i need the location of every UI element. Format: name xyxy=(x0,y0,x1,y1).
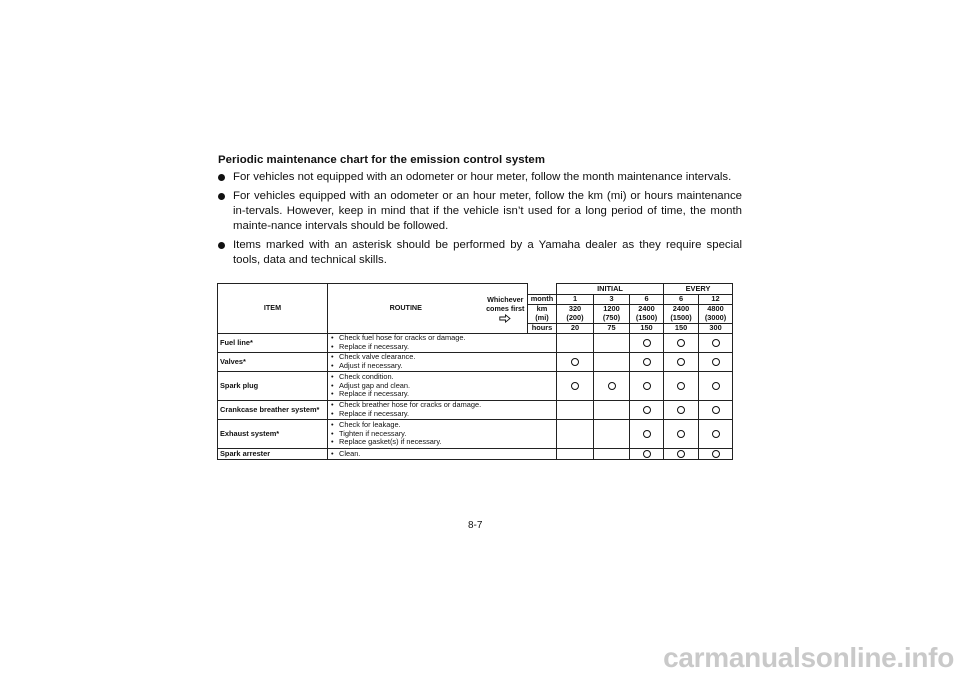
row-item: Crankcase breather system* xyxy=(218,401,328,420)
row-item: Fuel line* xyxy=(218,334,328,353)
month-value: 6 xyxy=(630,295,664,305)
interval-cell xyxy=(664,353,699,372)
routine-text: Adjust gap and clean. xyxy=(339,380,411,390)
routine-line xyxy=(331,390,556,399)
distance-value xyxy=(699,305,733,324)
row-routine xyxy=(328,420,557,449)
row-routine xyxy=(328,372,557,401)
month-value: 12 xyxy=(699,295,733,305)
header-whichever xyxy=(484,284,528,334)
interval-cell xyxy=(664,449,699,460)
hollow-circle-icon xyxy=(712,339,720,347)
mi-value: (200) xyxy=(566,313,584,322)
mi-value: (3000) xyxy=(704,313,727,322)
bullet-item xyxy=(218,189,742,234)
interval-cell xyxy=(630,353,664,372)
interval-cell xyxy=(664,420,699,449)
unit-km: km xyxy=(536,304,548,314)
interval-cell xyxy=(699,353,733,372)
hollow-circle-icon xyxy=(712,358,720,366)
hollow-circle-icon xyxy=(677,382,685,390)
bullet-icon: • xyxy=(331,372,334,382)
header-initial: INITIAL xyxy=(557,284,664,295)
routine-text: Tighten if necessary. xyxy=(339,428,407,438)
distance-value xyxy=(664,305,699,324)
routine-text: Check fuel hose for cracks or damage. xyxy=(339,333,466,343)
routine-text: Replace if necessary. xyxy=(339,342,410,351)
interval-cell xyxy=(630,449,664,460)
interval-cell xyxy=(664,334,699,353)
bullet-icon: • xyxy=(331,333,334,343)
hollow-circle-icon xyxy=(677,450,685,458)
page-title: Periodic maintenance chart for the emission control system xyxy=(218,154,545,166)
bullet-text: For vehicles equipped with an odometer or an hour meter, follow the km (mi) or hours maintenance in-tervals. However, keep in mind that if the vehicle isn’t used for a long period of time, the month mainte-nance intervals should be followed. xyxy=(233,190,742,232)
hours-value: 150 xyxy=(664,324,699,334)
bullet-icon: • xyxy=(331,448,334,458)
routine-text: Check valve clearance. xyxy=(339,352,416,362)
hours-value: 300 xyxy=(699,324,733,334)
bullet-icon: • xyxy=(331,437,334,447)
bullet-dot-icon xyxy=(218,193,225,200)
bullet-item xyxy=(218,170,742,185)
row-routine xyxy=(328,334,557,353)
maintenance-table xyxy=(217,283,733,460)
row-item: Valves* xyxy=(218,353,328,372)
table-row xyxy=(218,353,733,372)
distance-value xyxy=(630,305,664,324)
table-row xyxy=(218,401,733,420)
bullet-icon: • xyxy=(331,380,334,390)
hollow-circle-icon xyxy=(643,430,651,438)
hours-value: 20 xyxy=(557,324,594,334)
unit-mi: (mi) xyxy=(535,313,549,322)
hours-value: 75 xyxy=(594,324,630,334)
row-item: Spark arrester xyxy=(218,449,328,460)
bullet-item xyxy=(218,238,742,268)
hollow-circle-icon xyxy=(643,382,651,390)
hollow-circle-icon xyxy=(643,339,651,347)
routine-line xyxy=(331,450,556,459)
hollow-circle-icon xyxy=(643,450,651,458)
bullet-dot-icon xyxy=(218,242,225,249)
hollow-circle-icon xyxy=(677,406,685,414)
distance-value xyxy=(594,305,630,324)
interval-cell xyxy=(699,401,733,420)
bullet-icon: • xyxy=(331,342,334,351)
bullet-text: For vehicles not equipped with an odometer or hour meter, follow the month maintenance intervals. xyxy=(233,171,732,183)
interval-cell xyxy=(594,420,630,449)
bullet-list xyxy=(218,170,742,272)
interval-cell xyxy=(630,334,664,353)
header-every: EVERY xyxy=(664,284,733,295)
bullet-icon: • xyxy=(331,400,334,410)
mi-value: (1500) xyxy=(635,313,658,322)
bullet-icon: • xyxy=(331,409,334,418)
hollow-circle-icon xyxy=(677,358,685,366)
bullet-icon: • xyxy=(331,428,334,438)
bullet-icon: • xyxy=(331,352,334,362)
maintenance-table-body xyxy=(218,334,733,460)
interval-cell xyxy=(557,334,594,353)
interval-cell xyxy=(630,372,664,401)
km-value: 4800 xyxy=(707,304,724,314)
routine-line xyxy=(331,438,556,447)
watermark: carmanualsonline.info xyxy=(663,642,954,673)
hollow-circle-icon xyxy=(712,406,720,414)
interval-cell xyxy=(630,420,664,449)
routine-text: Check for leakage. xyxy=(339,420,401,430)
unit-km-mi xyxy=(528,305,557,324)
page-number: 8-7 xyxy=(468,520,483,531)
interval-cell xyxy=(557,449,594,460)
routine-text: Replace gasket(s) if necessary. xyxy=(339,437,442,447)
routine-line xyxy=(331,410,556,419)
interval-cell xyxy=(699,449,733,460)
row-routine xyxy=(328,353,557,372)
bullet-icon: • xyxy=(331,389,334,399)
whichever-line2: comes first xyxy=(486,303,525,313)
bullet-text: Items marked with an asterisk should be performed by a Yamaha dealer as they require special tools, data and technical skills. xyxy=(233,239,742,266)
routine-text: Replace if necessary. xyxy=(339,409,410,418)
mi-value: (1500) xyxy=(670,313,692,322)
hollow-circle-icon xyxy=(712,382,720,390)
table-row xyxy=(218,420,733,449)
hollow-circle-icon xyxy=(677,430,685,438)
header-item: ITEM xyxy=(218,284,328,334)
interval-cell xyxy=(699,372,733,401)
hollow-circle-icon xyxy=(643,406,651,414)
table-row xyxy=(218,334,733,353)
month-value: 6 xyxy=(664,295,699,305)
unit-hours: hours xyxy=(528,324,557,334)
row-item: Spark plug xyxy=(218,372,328,401)
routine-line xyxy=(331,362,556,371)
unit-month: month xyxy=(528,295,557,305)
interval-cell xyxy=(557,420,594,449)
bullet-icon: • xyxy=(331,361,334,370)
header-routine: ROUTINE xyxy=(328,284,484,334)
hollow-circle-icon xyxy=(712,450,720,458)
interval-cell xyxy=(664,401,699,420)
hollow-circle-icon xyxy=(608,382,616,390)
header-row-interval-group xyxy=(218,284,733,295)
interval-cell xyxy=(594,334,630,353)
hours-value: 150 xyxy=(630,324,664,334)
routine-text: Check breather hose for cracks or damage. xyxy=(339,400,482,410)
mi-value: (750) xyxy=(602,313,621,322)
hollow-circle-icon xyxy=(571,382,579,390)
hollow-circle-icon xyxy=(677,339,685,347)
header-spacer xyxy=(528,284,557,295)
bullet-dot-icon xyxy=(218,174,225,181)
row-routine xyxy=(328,449,557,460)
row-routine xyxy=(328,401,557,420)
routine-text: Clean. xyxy=(339,448,361,458)
month-value: 1 xyxy=(557,295,594,305)
interval-cell xyxy=(557,401,594,420)
km-value: 2400 xyxy=(638,304,655,314)
interval-cell xyxy=(557,372,594,401)
interval-cell xyxy=(594,401,630,420)
km-value: 320 xyxy=(568,304,582,314)
interval-cell xyxy=(594,449,630,460)
interval-cell xyxy=(664,372,699,401)
whichever-line1: Whichever xyxy=(487,294,524,304)
table-row xyxy=(218,372,733,401)
km-value: 1200 xyxy=(603,304,620,314)
row-item: Exhaust system* xyxy=(218,420,328,449)
hollow-right-arrow-icon xyxy=(499,314,511,323)
routine-text: Check condition. xyxy=(339,372,394,382)
hollow-circle-icon xyxy=(643,358,651,366)
distance-value xyxy=(557,305,594,324)
interval-cell xyxy=(594,372,630,401)
routine-text: Adjust if necessary. xyxy=(339,361,403,370)
interval-cell xyxy=(699,420,733,449)
month-value: 3 xyxy=(594,295,630,305)
interval-cell xyxy=(557,353,594,372)
table-row xyxy=(218,449,733,460)
interval-cell xyxy=(594,353,630,372)
routine-text: Replace if necessary. xyxy=(339,389,410,399)
hollow-circle-icon xyxy=(712,430,720,438)
km-value: 2400 xyxy=(672,304,690,314)
bullet-icon: • xyxy=(331,420,334,430)
routine-line xyxy=(331,343,556,352)
interval-cell xyxy=(699,334,733,353)
hollow-circle-icon xyxy=(571,358,579,366)
interval-cell xyxy=(630,401,664,420)
